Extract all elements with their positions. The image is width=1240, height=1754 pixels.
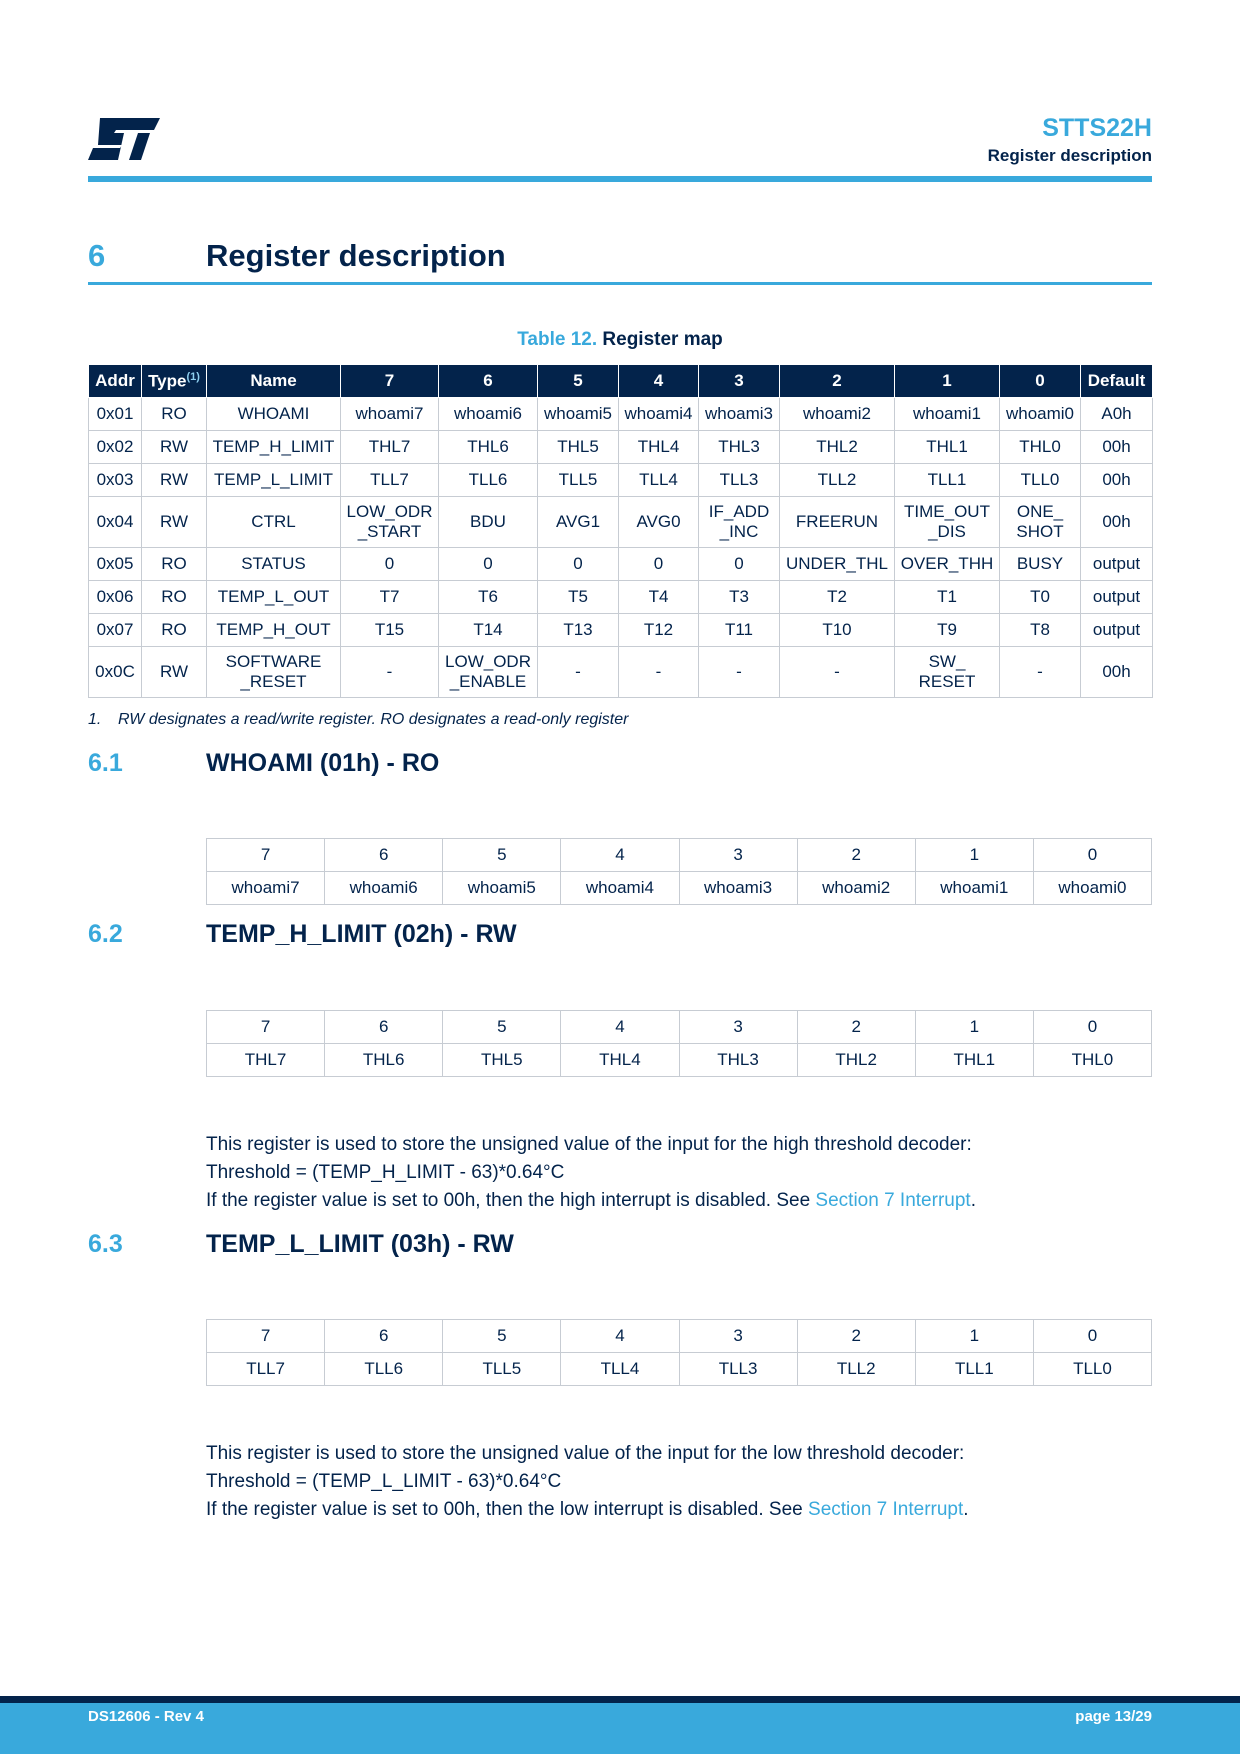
table-cell: UNDER_THL [780, 548, 895, 581]
header-product: STTS22H [1042, 114, 1152, 142]
bit-field: THL4 [561, 1044, 679, 1077]
table-cell: AVG0 [619, 497, 699, 548]
table-cell: THL4 [619, 431, 699, 464]
description-line [206, 1496, 969, 1524]
footer-bar [0, 1696, 1240, 1754]
table-cell: 0 [439, 548, 538, 581]
table-cell: A0h [1081, 398, 1153, 431]
table-cell: 0x05 [89, 548, 142, 581]
subsection-title: TEMP_L_LIMIT (03h) - RW [206, 1230, 514, 1258]
table-cell: BDU [439, 497, 538, 548]
table-row [89, 614, 1153, 647]
table-cell: T1 [895, 581, 1000, 614]
table-cell: - [780, 647, 895, 698]
table-cell: TEMP_L_LIMIT [207, 464, 341, 497]
table-cell: TLL7 [341, 464, 439, 497]
table-cell: whoami1 [895, 398, 1000, 431]
table-cell: T12 [619, 614, 699, 647]
subsection-number: 6.2 [88, 920, 123, 948]
table-cell: OVER_THH [895, 548, 1000, 581]
bit-field: TLL2 [797, 1353, 915, 1386]
col-header: 3 [699, 365, 780, 398]
table-cell: TLL3 [699, 464, 780, 497]
col-header: 1 [895, 365, 1000, 398]
bit-number-row [207, 1320, 1152, 1353]
table-cell: ONE_ SHOT [1000, 497, 1081, 548]
bit-number: 0 [1033, 1011, 1151, 1044]
table-cell: WHOAMI [207, 398, 341, 431]
table-cell: RO [142, 548, 207, 581]
bit-number: 3 [679, 839, 797, 872]
description-line: This register is used to store the unsigned value of the input for the high threshold decoder: [206, 1134, 972, 1155]
bit-table [206, 1010, 1152, 1077]
st-logo [88, 118, 160, 160]
table-label: Table 12. [517, 329, 598, 350]
table-caption [88, 329, 1152, 351]
col-header: Addr [89, 365, 142, 398]
table-row [89, 647, 1153, 698]
bit-number: 4 [561, 1320, 679, 1353]
col-header: 0 [1000, 365, 1081, 398]
table-cell: TEMP_H_OUT [207, 614, 341, 647]
section-title: Register description [206, 238, 506, 273]
table-row [89, 464, 1153, 497]
bit-number-row [207, 1011, 1152, 1044]
bit-number: 6 [325, 1320, 443, 1353]
register-description [206, 1440, 969, 1524]
col-header: 6 [439, 365, 538, 398]
footer-page-number: page 13/29 [1075, 1708, 1152, 1725]
table-cell: THL5 [538, 431, 619, 464]
register-description [206, 1131, 976, 1215]
col-header-type [142, 365, 207, 398]
table-cell: T9 [895, 614, 1000, 647]
bit-field-row [207, 872, 1152, 905]
bit-field: TLL4 [561, 1353, 679, 1386]
table-cell: 0 [699, 548, 780, 581]
table-cell: FREERUN [780, 497, 895, 548]
table-cell: CTRL [207, 497, 341, 548]
table-cell: 0 [341, 548, 439, 581]
table-cell: TIME_OUT _DIS [895, 497, 1000, 548]
table-cell: - [619, 647, 699, 698]
table-footnote [88, 711, 628, 729]
table-cell: whoami0 [1000, 398, 1081, 431]
footnote-number: 1. [88, 711, 102, 728]
table-cell: 00h [1081, 464, 1153, 497]
table-cell: 0x04 [89, 497, 142, 548]
table-cell: RW [142, 431, 207, 464]
description-text: If the register value is set to 00h, then the high interrupt is disabled. See [206, 1190, 816, 1211]
table-cell: output [1081, 548, 1153, 581]
table-cell: SW_ RESET [895, 647, 1000, 698]
table-cell: - [538, 647, 619, 698]
table-cell: 00h [1081, 497, 1153, 548]
bit-number: 6 [325, 839, 443, 872]
table-cell: 00h [1081, 647, 1153, 698]
bit-field: whoami5 [443, 872, 561, 905]
footnote-ref: (1) [186, 370, 200, 383]
threshold-formula: Threshold = (TEMP_L_LIMIT - 63)*0.64°C [206, 1471, 562, 1492]
description-line [206, 1187, 976, 1215]
table-cell: T15 [341, 614, 439, 647]
table-cell: RO [142, 398, 207, 431]
description-text: . [963, 1499, 969, 1520]
table-cell: whoami4 [619, 398, 699, 431]
table-cell: THL7 [341, 431, 439, 464]
table-cell: IF_ADD _INC [699, 497, 780, 548]
bit-field: whoami2 [797, 872, 915, 905]
bit-field: THL7 [207, 1044, 325, 1077]
table-cell: T3 [699, 581, 780, 614]
table-cell: THL3 [699, 431, 780, 464]
col-header: 2 [780, 365, 895, 398]
description-text: If the register value is set to 00h, then the low interrupt is disabled. See [206, 1499, 809, 1520]
bit-field: whoami1 [915, 872, 1033, 905]
bit-field-row [207, 1353, 1152, 1386]
table-cell: whoami5 [538, 398, 619, 431]
bit-field: TLL3 [679, 1353, 797, 1386]
table-cell: THL6 [439, 431, 538, 464]
table-cell: TLL1 [895, 464, 1000, 497]
bit-field: TLL5 [443, 1353, 561, 1386]
footer-stripe [0, 1696, 1240, 1703]
table-cell: 0x0C [89, 647, 142, 698]
table-cell: - [1000, 647, 1081, 698]
register-map-body [89, 398, 1153, 698]
table-cell: - [341, 647, 439, 698]
bit-field: whoami0 [1033, 872, 1151, 905]
table-cell: TLL6 [439, 464, 538, 497]
bit-table [206, 838, 1152, 905]
table-cell: T0 [1000, 581, 1081, 614]
table-cell: 0x06 [89, 581, 142, 614]
table-cell: T8 [1000, 614, 1081, 647]
bit-field: TLL0 [1033, 1353, 1151, 1386]
table-cell: whoami2 [780, 398, 895, 431]
subsection-number: 6.3 [88, 1230, 123, 1258]
bit-number: 6 [325, 1011, 443, 1044]
table-cell: T4 [619, 581, 699, 614]
bit-field: whoami7 [207, 872, 325, 905]
bit-number: 1 [915, 1011, 1033, 1044]
table-cell: RW [142, 497, 207, 548]
table-cell: T6 [439, 581, 538, 614]
table-cell: T13 [538, 614, 619, 647]
description-text: . [970, 1190, 976, 1211]
bit-number-row [207, 839, 1152, 872]
bit-number: 3 [679, 1011, 797, 1044]
bit-number: 4 [561, 839, 679, 872]
col-header: Default [1081, 365, 1153, 398]
table-cell: THL0 [1000, 431, 1081, 464]
table-cell: TEMP_L_OUT [207, 581, 341, 614]
bit-number: 7 [207, 1011, 325, 1044]
bit-table [206, 1319, 1152, 1386]
table-cell: T7 [341, 581, 439, 614]
bit-number: 2 [797, 839, 915, 872]
table-cell: T5 [538, 581, 619, 614]
description-line: This register is used to store the unsigned value of the input for the low threshold decoder: [206, 1443, 965, 1464]
table-cell: 0 [538, 548, 619, 581]
col-header: 7 [341, 365, 439, 398]
table-cell: LOW_ODR _START [341, 497, 439, 548]
col-header: 4 [619, 365, 699, 398]
table-cell: 0x02 [89, 431, 142, 464]
subsection-title: TEMP_H_LIMIT (02h) - RW [206, 920, 517, 948]
table-cell: TLL0 [1000, 464, 1081, 497]
table-cell: THL2 [780, 431, 895, 464]
bit-field: whoami6 [325, 872, 443, 905]
table-cell: TEMP_H_LIMIT [207, 431, 341, 464]
col-header: Name [207, 365, 341, 398]
table-cell: RW [142, 647, 207, 698]
bit-field: THL1 [915, 1044, 1033, 1077]
bit-field-row [207, 1044, 1152, 1077]
subsection-number: 6.1 [88, 749, 123, 777]
table-cell: RO [142, 581, 207, 614]
table-row [89, 497, 1153, 548]
table-cell: 0 [619, 548, 699, 581]
interrupt-section-link[interactable]: Section 7 Interrupt [815, 1190, 971, 1211]
table-cell: output [1081, 581, 1153, 614]
section-rule [88, 282, 1152, 285]
interrupt-section-link[interactable]: Section 7 Interrupt [808, 1499, 964, 1520]
table-header-row [89, 365, 1153, 398]
header-rule [88, 176, 1152, 182]
table-cell: LOW_ODR _ENABLE [439, 647, 538, 698]
bit-number: 3 [679, 1320, 797, 1353]
col-header-label: Type [148, 371, 187, 391]
table-cell: - [699, 647, 780, 698]
table-cell: T14 [439, 614, 538, 647]
col-header: 5 [538, 365, 619, 398]
bit-number: 5 [443, 1320, 561, 1353]
table-cell: BUSY [1000, 548, 1081, 581]
bit-number: 5 [443, 1011, 561, 1044]
bit-field: TLL6 [325, 1353, 443, 1386]
bit-field: THL0 [1033, 1044, 1151, 1077]
table-cell: T11 [699, 614, 780, 647]
bit-field: THL3 [679, 1044, 797, 1077]
header-section: Register description [987, 146, 1152, 165]
bit-number: 4 [561, 1011, 679, 1044]
subsection-title: WHOAMI (01h) - RO [206, 749, 440, 777]
bit-number: 0 [1033, 839, 1151, 872]
bit-field: TLL1 [915, 1353, 1033, 1386]
table-cell: TLL4 [619, 464, 699, 497]
bit-number: 7 [207, 839, 325, 872]
bit-number: 1 [915, 1320, 1033, 1353]
bit-number: 2 [797, 1320, 915, 1353]
threshold-formula: Threshold = (TEMP_H_LIMIT - 63)*0.64°C [206, 1162, 565, 1183]
table-cell: whoami7 [341, 398, 439, 431]
table-cell: 00h [1081, 431, 1153, 464]
bit-field: THL6 [325, 1044, 443, 1077]
table-cell: RW [142, 464, 207, 497]
bit-field: THL2 [797, 1044, 915, 1077]
table-cell: T2 [780, 581, 895, 614]
table-title: Register map [602, 329, 723, 350]
bit-number: 5 [443, 839, 561, 872]
section-number: 6 [88, 238, 106, 273]
table-cell: T10 [780, 614, 895, 647]
table-cell: THL1 [895, 431, 1000, 464]
bit-number: 1 [915, 839, 1033, 872]
table-cell: whoami3 [699, 398, 780, 431]
table-row [89, 431, 1153, 464]
table-cell: TLL5 [538, 464, 619, 497]
footer-doc-id: DS12606 - Rev 4 [88, 1708, 204, 1725]
table-row [89, 581, 1153, 614]
footnote-text: RW designates a read/write register. RO designates a read-only register [118, 711, 629, 728]
table-cell: TLL2 [780, 464, 895, 497]
table-cell: 0x07 [89, 614, 142, 647]
bit-field: TLL7 [207, 1353, 325, 1386]
table-cell: SOFTWARE _RESET [207, 647, 341, 698]
bit-field: whoami4 [561, 872, 679, 905]
table-row [89, 548, 1153, 581]
table-cell: 0x03 [89, 464, 142, 497]
table-cell: AVG1 [538, 497, 619, 548]
bit-number: 0 [1033, 1320, 1151, 1353]
table-cell: output [1081, 614, 1153, 647]
table-cell: RO [142, 614, 207, 647]
table-row [89, 398, 1153, 431]
bit-field: whoami3 [679, 872, 797, 905]
table-cell: whoami6 [439, 398, 538, 431]
bit-number: 2 [797, 1011, 915, 1044]
register-map-table [88, 364, 1153, 698]
table-cell: STATUS [207, 548, 341, 581]
bit-number: 7 [207, 1320, 325, 1353]
table-cell: 0x01 [89, 398, 142, 431]
bit-field: THL5 [443, 1044, 561, 1077]
